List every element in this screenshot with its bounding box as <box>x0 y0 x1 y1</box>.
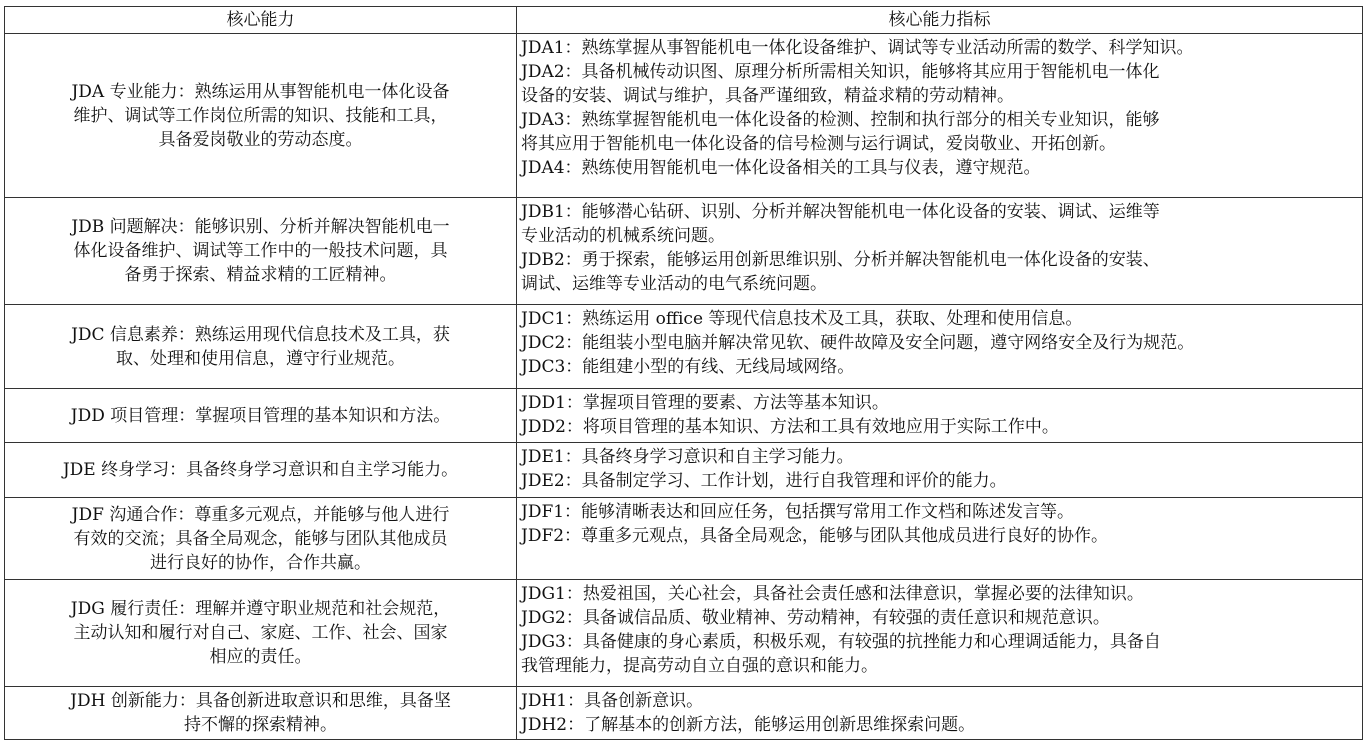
table-row <box>5 443 1363 498</box>
competency-cell: JDB 问题解决：能够识别、分析并解决智能机电一 体化设备维护、调试等工作中的一般技术问题，具 备勇于探索、精益求精的工匠精神。 <box>5 198 517 305</box>
indicators-cell <box>517 687 1363 740</box>
indicators-cell <box>517 498 1363 580</box>
header-competency: 核心能力 <box>5 7 517 34</box>
indicator-item: JDG2：具备诚信品质、敬业精神、劳动精神，有较强的责任意识和规范意识。 <box>521 608 1110 628</box>
indicator-item: JDE1：具备终身学习意识和自主学习能力。 <box>521 447 854 467</box>
competency-cell: JDE 终身学习：具备终身学习意识和自主学习能力。 <box>5 443 517 498</box>
indicator-item: JDC1：熟练运用 office 等现代信息技术及工具，获取、处理和使用信息。 <box>521 309 1083 329</box>
competency-table <box>4 6 1363 740</box>
indicator-item: JDA4：熟练使用智能机电一体化设备相关的工具与仪表，遵守规范。 <box>521 158 1041 178</box>
indicators-cell <box>517 305 1363 389</box>
table-row <box>5 498 1363 580</box>
indicator-item: JDH2：了解基本的创新方法，能够运用创新思维探索问题。 <box>521 715 976 735</box>
indicator-item: JDD2：将项目管理的基本知识、方法和工具有效地应用于实际工作中。 <box>521 417 1059 437</box>
indicator-item: JDC3：能组建小型的有线、无线局域网络。 <box>521 357 855 377</box>
indicators-cell <box>517 198 1363 305</box>
table-row <box>5 580 1363 687</box>
indicator-item: JDG1：热爱祖国，关心社会，具备社会责任感和法律意识，掌握必要的法律知识。 <box>521 584 1144 604</box>
indicator-item: JDC2：能组装小型电脑并解决常见软、硬件故障及安全问题，遵守网络安全及行为规范。 <box>521 333 1195 353</box>
competency-cell: JDA 专业能力：熟练运用从事智能机电一体化设备 维护、调试等工作岗位所需的知识、技能和工具， 具备爱岗敬业的劳动态度。 <box>5 34 517 198</box>
table-row <box>5 687 1363 740</box>
table-row <box>5 389 1363 443</box>
competency-cell: JDH 创新能力：具备创新进取意识和思维，具备坚 持不懈的探索精神。 <box>5 687 517 740</box>
indicator-item: JDA3：熟练掌握智能机电一体化设备的检测、控制和执行部分的相关专业知识，能够 将其应用于智能机电一体化设备的信号检测与运行调试，爱岗敬业、开拓创新。 <box>521 110 1160 154</box>
indicator-item: JDB1：能够潜心钻研、识别、分析并解决智能机电一体化设备的安装、调试、运维等 专业活动的机械系统问题。 <box>521 202 1160 246</box>
indicator-item: JDA1：熟练掌握从事智能机电一体化设备维护、调试等专业活动所需的数学、科学知识。 <box>521 38 1194 58</box>
indicators-cell <box>517 389 1363 443</box>
indicator-item: JDF1：能够清晰表达和回应任务，包括撰写常用工作文档和陈述发言等。 <box>521 502 1075 522</box>
indicator-item: JDG3：具备健康的身心素质，积极乐观，有较强的抗挫能力和心理调适能力，具备自 我管理能力，提高劳动自立自强的意识和能力。 <box>521 632 1161 676</box>
indicators-cell <box>517 443 1363 498</box>
header-indicators: 核心能力指标 <box>517 7 1363 34</box>
header-row <box>5 7 1363 34</box>
indicator-item: JDH1：具备创新意识。 <box>521 691 704 711</box>
indicators-cell <box>517 34 1363 198</box>
competency-cell: JDF 沟通合作：尊重多元观点，并能够与他人进行 有效的交流；具备全局观念，能够与团队其他成员 进行良好的协作，合作共赢。 <box>5 498 517 580</box>
table-row <box>5 34 1363 198</box>
indicator-item: JDF2：尊重多元观点，具备全局观念，能够与团队其他成员进行良好的协作。 <box>521 526 1109 546</box>
table-row <box>5 305 1363 389</box>
indicator-item: JDB2：勇于探索，能够运用创新思维识别、分析并解决智能机电一体化设备的安装、 调试、运维等专业活动的电气系统问题。 <box>521 250 1160 294</box>
competency-cell: JDD 项目管理：掌握项目管理的基本知识和方法。 <box>5 389 517 443</box>
competency-cell: JDG 履行责任：理解并遵守职业规范和社会规范， 主动认知和履行对自己、家庭、工作、社会、国家 相应的责任。 <box>5 580 517 687</box>
competency-cell: JDC 信息素养：熟练运用现代信息技术及工具，获 取、处理和使用信息，遵守行业规范。 <box>5 305 517 389</box>
indicators-cell <box>517 580 1363 687</box>
table-row <box>5 198 1363 305</box>
indicator-item: JDD1：掌握项目管理的要素、方法等基本知识。 <box>521 393 889 413</box>
indicator-item: JDA2：具备机械传动识图、原理分析所需相关知识，能够将其应用于智能机电一体化 设备的安装、调试与维护，具备严谨细致，精益求精的劳动精神。 <box>521 62 1160 106</box>
indicator-item: JDE2：具备制定学习、工作计划，进行自我管理和评价的能力。 <box>521 471 1007 491</box>
